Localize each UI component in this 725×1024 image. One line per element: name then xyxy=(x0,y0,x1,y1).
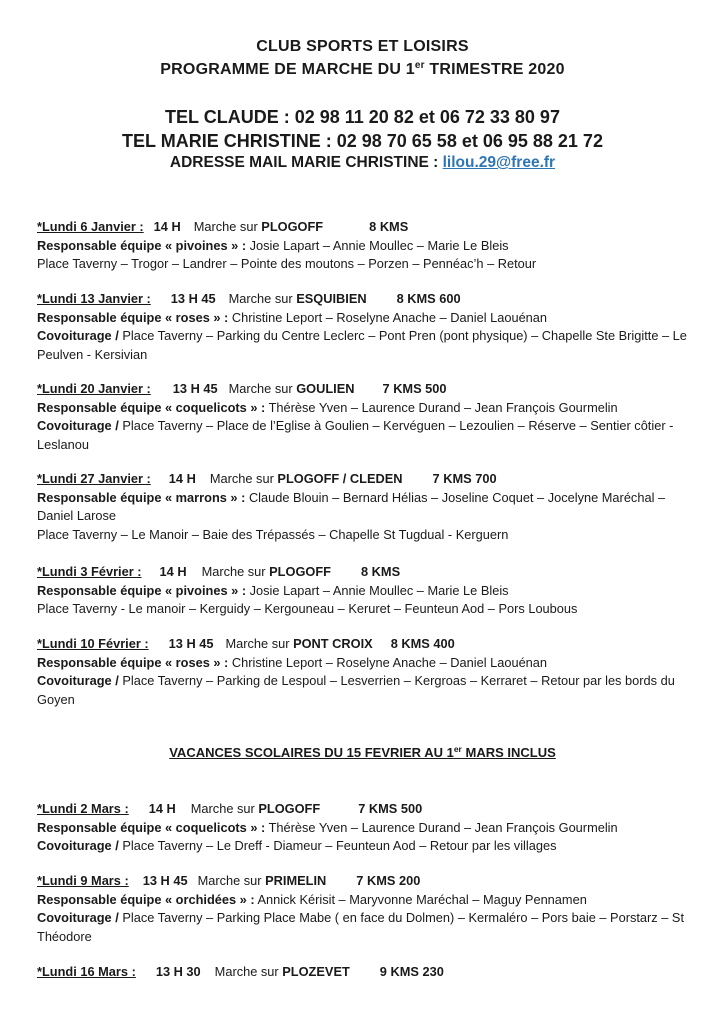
resp-label: Responsable équipe « pivoines » : xyxy=(37,582,247,598)
entry-marche: Marche sur xyxy=(225,636,290,651)
entry-heading xyxy=(37,872,697,891)
entry-place: PRIMELIN xyxy=(265,873,327,888)
entry-time: 13 H 45 xyxy=(170,291,216,306)
entry-responsables xyxy=(37,582,697,601)
route-text: Place Taverny – Trogor – Landrer – Pointe des moutons – Porzen – Pennéac’h – Retour xyxy=(37,256,537,271)
entry-route xyxy=(37,672,697,709)
entry-marche: Marche sur xyxy=(201,564,266,579)
route-label: Covoiturage / xyxy=(37,328,119,343)
entry-heading xyxy=(37,563,697,582)
walk-entry xyxy=(37,380,697,454)
entry-time: 14 H xyxy=(148,801,176,816)
entry-time: 13 H 45 xyxy=(172,381,218,396)
entry-marche: Marche sur xyxy=(197,873,262,888)
route-label: Covoiturage / xyxy=(37,673,119,688)
entry-date: *Lundi 20 Janvier : xyxy=(37,381,151,396)
entry-place: PLOGOFF xyxy=(269,564,331,579)
resp-label: Responsable équipe « coquelicots » : xyxy=(37,399,266,415)
entry-route xyxy=(37,600,697,619)
entry-heading xyxy=(37,470,697,489)
entry-route xyxy=(37,837,697,856)
resp-label: Responsable équipe « roses » : xyxy=(37,654,229,670)
entry-distance: 7 KMS 700 xyxy=(432,471,497,486)
club-title: CLUB SPORTS ET LOISIRS xyxy=(256,38,469,55)
entry-time: 14 H xyxy=(153,219,181,234)
entry-distance: 8 KMS 600 xyxy=(396,291,461,306)
entry-date: *Lundi 6 Janvier : xyxy=(37,219,144,234)
entry-responsables xyxy=(37,399,697,418)
resp-label: Responsable équipe « coquelicots » : xyxy=(37,819,266,835)
entry-route xyxy=(37,417,697,454)
route-text: Place Taverny – Place de l’Eglise à Goulien – Kervéguen – Lezoulien – Réserve – Sentier côtier - Leslanou xyxy=(37,418,674,452)
entry-distance: 7 KMS 500 xyxy=(358,801,423,816)
entry-time: 14 H xyxy=(159,564,187,579)
entry-distance: 8 KMS xyxy=(369,219,409,234)
resp-names: Josie Lapart – Annie Moullec – Marie Le Bleis xyxy=(249,582,509,598)
walk-entry xyxy=(37,872,697,946)
resp-label: Responsable équipe « pivoines » : xyxy=(37,237,247,253)
vacances-notice: VACANCES SCOLAIRES DU 15 FEVRIER AU 1er MARS INCLUS xyxy=(169,744,556,760)
entry-place: PLOGOFF / CLEDEN xyxy=(277,471,403,486)
walk-entry xyxy=(37,563,697,619)
entry-distance: 7 KMS 500 xyxy=(382,381,447,396)
entry-heading xyxy=(37,963,697,982)
entry-marche: Marche sur xyxy=(214,964,279,979)
route-text: Place Taverny – Parking de Lespoul – Lesverrien – Kergroas – Kerraret – Retour par les bords du Goyen xyxy=(37,673,675,707)
entry-time: 13 H 30 xyxy=(155,964,201,979)
entry-heading xyxy=(37,800,697,819)
resp-names: Christine Leport – Roselyne Anache – Daniel Laouénan xyxy=(231,309,548,325)
entry-place: ESQUIBIEN xyxy=(296,291,367,306)
resp-names: Josie Lapart – Annie Moullec – Marie Le Bleis xyxy=(249,237,509,253)
tel-claude: TEL CLAUDE : 02 98 11 20 82 et 06 72 33 80 97 xyxy=(165,107,560,127)
entry-route xyxy=(37,526,697,545)
walk-entry xyxy=(37,290,697,364)
entry-distance: 8 KMS xyxy=(361,564,401,579)
mail-link[interactable]: lilou.29@free.fr xyxy=(442,154,556,171)
entry-route xyxy=(37,255,697,274)
entry-date: *Lundi 13 Janvier : xyxy=(37,291,151,306)
entry-distance: 8 KMS 400 xyxy=(390,636,455,651)
entry-heading xyxy=(37,635,697,654)
entry-responsables xyxy=(37,489,697,526)
resp-names: Annick Kérisit – Maryvonne Maréchal – Maguy Pennamen xyxy=(257,891,587,907)
route-text: Place Taverny – Parking du Centre Leclerc – Pont Pren (pont physique) – Chapelle Ste Brigitte – Le Peulven - Kersivian xyxy=(37,328,687,362)
entry-distance: 7 KMS 200 xyxy=(356,873,421,888)
walk-entry xyxy=(37,800,697,856)
entry-marche: Marche sur xyxy=(190,801,255,816)
walk-entry xyxy=(37,963,697,982)
entry-heading xyxy=(37,380,697,399)
entry-date: *Lundi 2 Mars : xyxy=(37,801,129,816)
resp-names: Christine Leport – Roselyne Anache – Daniel Laouénan xyxy=(231,654,548,670)
entry-place: PONT CROIX xyxy=(293,636,373,651)
entry-responsables xyxy=(37,309,697,328)
entry-route xyxy=(37,327,697,364)
entry-place: PLOZEVET xyxy=(282,964,350,979)
walk-entry xyxy=(37,470,697,544)
entry-place: GOULIEN xyxy=(296,381,355,396)
route-label: Covoiturage / xyxy=(37,910,119,925)
entry-responsables xyxy=(37,654,697,673)
resp-names: Claude Blouin – Bernard Hélias – Joseline Coquet – Jocelyne Maréchal – Daniel Larose xyxy=(37,489,666,523)
entry-place: PLOGOFF xyxy=(261,219,324,234)
entry-responsables xyxy=(37,891,697,910)
mail-label: ADRESSE MAIL MARIE CHRISTINE : xyxy=(169,154,443,171)
entry-responsables xyxy=(37,237,697,256)
entry-marche: Marche sur xyxy=(228,291,293,306)
route-text: Place Taverny – Parking Place Mabe ( en face du Dolmen) – Kermaléro – Pors baie – Porstarz – St Théodore xyxy=(37,910,685,944)
resp-label: Responsable équipe « roses » : xyxy=(37,309,229,325)
route-text: Place Taverny - Le manoir – Kerguidy – Kergouneau – Keruret – Feunteun Aod – Pors Loubous xyxy=(37,601,578,616)
entry-responsables xyxy=(37,819,697,838)
entry-time: 13 H 45 xyxy=(168,636,214,651)
walk-entry xyxy=(37,218,697,274)
entry-marche: Marche sur xyxy=(228,381,293,396)
entry-distance: 9 KMS 230 xyxy=(379,964,444,979)
entry-marche: Marche sur xyxy=(209,471,274,486)
entry-heading xyxy=(37,290,697,309)
route-label: Covoiturage / xyxy=(37,418,119,433)
route-text: Place Taverny – Le Manoir – Baie des Trépassés – Chapelle St Tugdual - Kerguern xyxy=(37,526,509,542)
route-label: Covoiturage / xyxy=(37,838,119,853)
entry-marche: Marche sur xyxy=(193,219,258,234)
resp-names: Thérèse Yven – Laurence Durand – Jean François Gourmelin xyxy=(268,819,618,835)
resp-names: Thérèse Yven – Laurence Durand – Jean François Gourmelin xyxy=(268,399,618,415)
walk-entry xyxy=(37,635,697,709)
route-text: Place Taverny – Le Dreff - Diameur – Feunteun Aod – Retour par les villages xyxy=(122,838,557,853)
entry-date: *Lundi 27 Janvier : xyxy=(37,471,151,486)
programme-title: PROGRAMME DE MARCHE DU 1er TRIMESTRE 2020 xyxy=(160,60,565,78)
entry-date: *Lundi 16 Mars : xyxy=(37,964,136,979)
entry-date: *Lundi 10 Février : xyxy=(37,636,149,651)
entry-time: 13 H 45 xyxy=(142,873,188,888)
mail-line xyxy=(0,154,725,172)
entry-date: *Lundi 3 Février : xyxy=(37,564,142,579)
tel-marie-christine: TEL MARIE CHRISTINE : 02 98 70 65 58 et 06 95 88 21 72 xyxy=(122,131,603,151)
resp-label: Responsable équipe « marrons » : xyxy=(37,489,246,505)
resp-label: Responsable équipe « orchidées » : xyxy=(37,891,255,907)
entry-time: 14 H xyxy=(168,471,196,486)
entry-heading xyxy=(37,218,697,237)
entry-route xyxy=(37,909,697,946)
entry-date: *Lundi 9 Mars : xyxy=(37,873,129,888)
entry-place: PLOGOFF xyxy=(258,801,321,816)
